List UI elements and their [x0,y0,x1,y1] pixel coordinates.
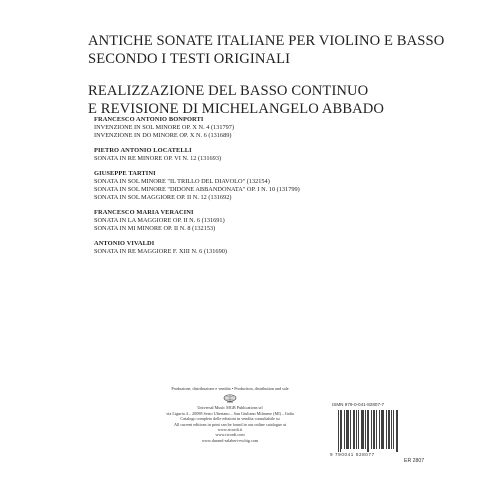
work-item: SONATA IN SOL MINORE "DIDONE ABBANDONATA" OP. I N. 10 (131799) [94,186,300,193]
work-item: SONATA IN RE MINORE OP. VI N. 12 (131693) [94,155,222,162]
ismn-number: ISMN 979-0-041-82807-7 [332,402,385,407]
composer-group [94,116,454,140]
work-item: SONATA IN SOL MAGGIORE OP. II N. 12 (131692) [94,194,232,201]
composer-group [94,240,454,256]
catalogue-code: ER 2807 [404,458,425,464]
footer-url-dse[interactable]: www.durand-salabert-eschig.com [201,437,259,443]
footer-production-line: Produzione, distribuzione e vendita • Production, distribution and sale [171,386,289,391]
work-item: INVENZIONE IN SOL MINORE OP. X N. 4 (131797) [94,124,235,131]
composer-name: PIETRO ANTONIO LOCATELLI [94,147,192,154]
title-block [88,32,468,118]
works-list [94,116,454,263]
composer-name: FRANCESCO ANTONIO BONPORTI [94,116,204,123]
composer-group [94,170,454,202]
composer-group [94,209,454,233]
footer-catalogue-it: Catalogo completo delle edizioni in vendita consultabile su [180,416,280,422]
barcode-icon [338,410,398,452]
footer-publisher-name: Universal Music MGB Publications srl [197,405,263,411]
composer-name: ANTONIO VIVALDI [94,240,155,247]
publisher-footer [160,386,300,443]
work-item: SONATA IN RE MAGGIORE F. XIII N. 6 (131690) [94,248,227,255]
work-item: SONATA IN SOL MINORE "IL TRILLO DEL DIAVOLO" (132154) [94,178,270,185]
work-item: SONATA IN LA MAGGIORE OP. II N. 6 (131691) [94,217,225,224]
title-line-2: SECONDO I TESTI ORIGINALI [88,51,291,67]
footer-address: via Liguria 4 – 20098 Sesto Ulteriano – San Giuliano Milanese (MI) – Italia [166,410,294,416]
footer-catalogue-en: All current editions in print can be found in our online catalogue at [173,421,287,427]
footer-url-ricordi-it[interactable]: www.ricordi.it [217,427,243,433]
work-item: SONATA IN MI MINORE OP. II N. 8 (132153) [94,225,216,232]
composer-name: GIUSEPPE TARTINI [94,170,156,177]
footer-url-ricordi-com[interactable]: www.ricordi.com [215,432,245,438]
barcode-digits: 9 790041 828077 [330,452,375,457]
subtitle-line-1: REALIZZAZIONE DEL BASSO CONTINUO [88,83,369,99]
composer-group [94,147,454,163]
title-line-1: ANTICHE SONATE ITALIANE PER VIOLINO E BASSO [88,33,445,49]
composer-name: FRANCESCO MARIA VERACINI [94,209,194,216]
publisher-logo-icon [223,394,237,403]
subtitle-line-2: E REVISIONE DI MICHELANGELO ABBADO [88,101,385,117]
work-item: INVENZIONE IN DO MINORE OP. X N. 6 (131689) [94,132,232,139]
